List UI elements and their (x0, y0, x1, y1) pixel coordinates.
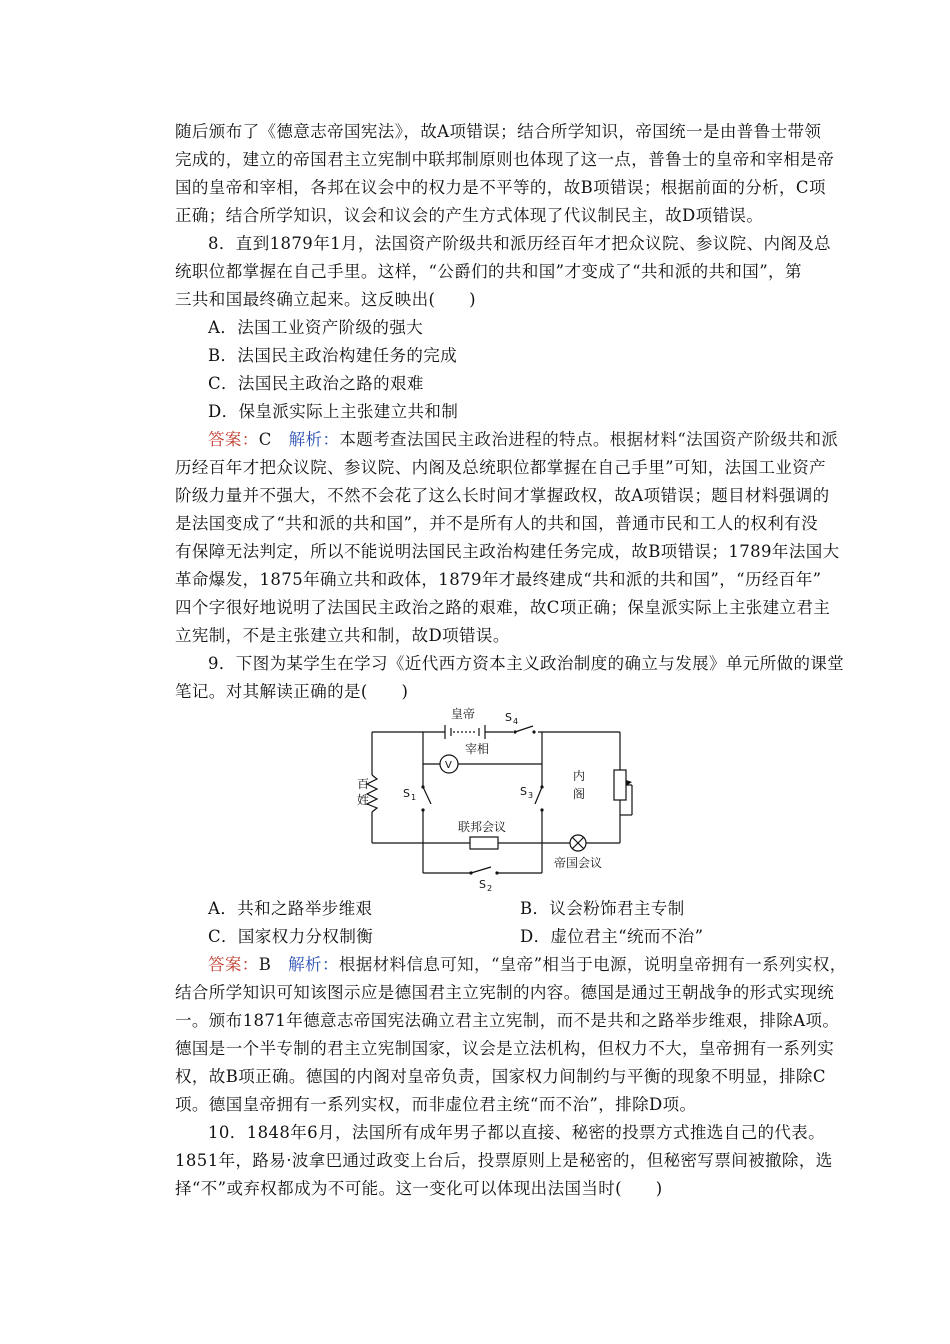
circuit-diagram (355, 700, 655, 895)
question-8-option-d: D．保皇派实际上主张建立共和制 (208, 402, 459, 421)
analysis-line: 四个字很好地说明了法国民主政治之路的艰难，故C项正确；保皇派实际上主张建立君主 (175, 598, 831, 617)
federal-council-label: 联邦会议 (458, 820, 507, 834)
answer-value: C (258, 430, 289, 449)
s4-subscript: 4 (513, 717, 519, 726)
imperial-diet-label: 帝国会议 (554, 856, 603, 870)
s2-label: S (479, 878, 486, 891)
question-8-stem: 三共和国最终确立起来。这反映出( ) (175, 290, 476, 309)
analysis-line: 德国是一个半专制的君主立宪制国家，议会是立法机构，但权力不大，皇帝拥有一系列实 (175, 1039, 835, 1058)
question-10-stem: 10．1848年6月，法国所有成年男子都以直接、秘密的投票方式推选自己的代表。 (208, 1123, 826, 1142)
analysis-label: 解析： (288, 955, 339, 974)
analysis-line: 是法国变成了“共和派的共和国”，并不是所有人的共和国，普通市民和工人的权利有没 (175, 514, 818, 533)
question-8-stem: 8．直到1879年1月，法国资产阶级共和派历经百年才把众议院、参议院、内阁及总 (208, 234, 832, 253)
question-10-stem: 择“不”或弃权都成为不可能。这一变化可以体现出法国当时( ) (175, 1179, 663, 1198)
analysis-line: 阶级力量并不强大，不然不会花了这么长时间才掌握政权，故A项错误；题目材料强调的 (175, 486, 830, 505)
question-9-option-b: B．议会粉饰君主专制 (520, 899, 685, 918)
voltmeter-symbol: V (445, 760, 452, 771)
analysis-line: 历经百年才把众议院、参议院、内阁及总统职位都掌握在自己手里”可知，法国工业资产 (175, 458, 827, 477)
answer-label: 答案： (208, 430, 259, 449)
question-8-stem: 统职位都掌握在自己手里。这样，“公爵们的共和国”才变成了“共和派的共和国”，第 (175, 262, 802, 281)
question-9-option-a: A．共和之路举步维艰 (208, 899, 373, 918)
analysis-line: 项。德国皇帝拥有一系列实权，而非虚位君主统“而不治”，排除D项。 (175, 1095, 697, 1114)
question-10-stem: 1851年，路易·波拿巴通过政变上台后，投票原则上是秘密的，但秘密写票间被撤除，选 (175, 1151, 833, 1170)
question-8-option-a: A．法国工业资产阶级的强大 (208, 318, 424, 337)
question-9-option-c: C．国家权力分权制衡 (208, 927, 374, 946)
cabinet-label-1: 内 (573, 769, 586, 783)
question-8-answer (208, 430, 848, 450)
s2-subscript: 2 (487, 884, 493, 893)
paragraph-line: 随后颁布了《德意志帝国宪法》，故A项错误；结合所学知识，帝国统一是由普鲁士带领 (175, 122, 822, 141)
s3-subscript: 3 (528, 791, 534, 800)
chancellor-label: 宰相 (465, 742, 490, 756)
analysis-text: 根据材料信息可知，“皇帝”相当于电源，说明皇帝拥有一系列实权， (338, 955, 847, 974)
paragraph-line: 正确；结合所学知识，议会和议会的产生方式体现了代议制民主，故D项错误。 (175, 206, 764, 225)
analysis-label: 解析： (288, 430, 340, 449)
question-9-option-d: D．虚位君主“统而不治” (520, 927, 704, 946)
question-9-stem: 9．下图为某学生在学习《近代西方资本主义政治制度的确立与发展》单元所做的课堂 (208, 654, 845, 673)
emperor-label: 皇帝 (451, 707, 476, 721)
analysis-line: 革命爆发，1875年确立共和政体，1879年才最终建成“共和派的共和国”，“历经百年” (175, 570, 822, 589)
question-9-answer (208, 955, 848, 975)
people-label-1: 百 (357, 777, 370, 791)
analysis-line: 一。颁布1871年德意志帝国宪法确立君主立宪制，而不是共和之路举步维艰，排除A项。 (175, 1011, 840, 1030)
question-8-option-b: B．法国民主政治构建任务的完成 (208, 346, 458, 365)
answer-value: B (258, 955, 289, 974)
answer-label: 答案： (208, 955, 259, 974)
s1-label: S (403, 787, 410, 800)
paragraph-line: 完成的，建立的帝国君主立宪制中联邦制原则也体现了这一点，普鲁士的皇帝和宰相是帝 (175, 150, 835, 169)
analysis-line: 立宪制，不是主张建立共和制，故D项错误。 (175, 626, 510, 645)
analysis-text: 本题考查法国民主政治进程的特点。根据材料“法国资产阶级共和派 (339, 430, 839, 449)
people-label-2: 姓 (357, 793, 370, 807)
s4-label: S (505, 711, 512, 724)
analysis-line: 有保障无法判定，所以不能说明法国民主政治构建任务完成，故B项错误；1789年法国大 (175, 542, 840, 561)
s3-label: S (520, 785, 527, 798)
cabinet-label-2: 阁 (573, 787, 586, 801)
s1-subscript: 1 (411, 793, 417, 802)
analysis-line: 结合所学知识可知该图示应是德国君主立宪制的内容。德国是通过王朝战争的形式实现统 (175, 983, 835, 1002)
question-9-stem: 笔记。对其解读正确的是( ) (175, 682, 409, 701)
analysis-line: 权，故B项正确。德国的内阁对皇帝负责，国家权力间制约与平衡的现象不明显，排除C (175, 1067, 826, 1086)
paragraph-line: 国的皇帝和宰相，各邦在议会中的权力是不平等的，故B项错误；根据前面的分析，C项 (175, 178, 826, 197)
question-8-option-c: C．法国民主政治之路的艰难 (208, 374, 424, 393)
